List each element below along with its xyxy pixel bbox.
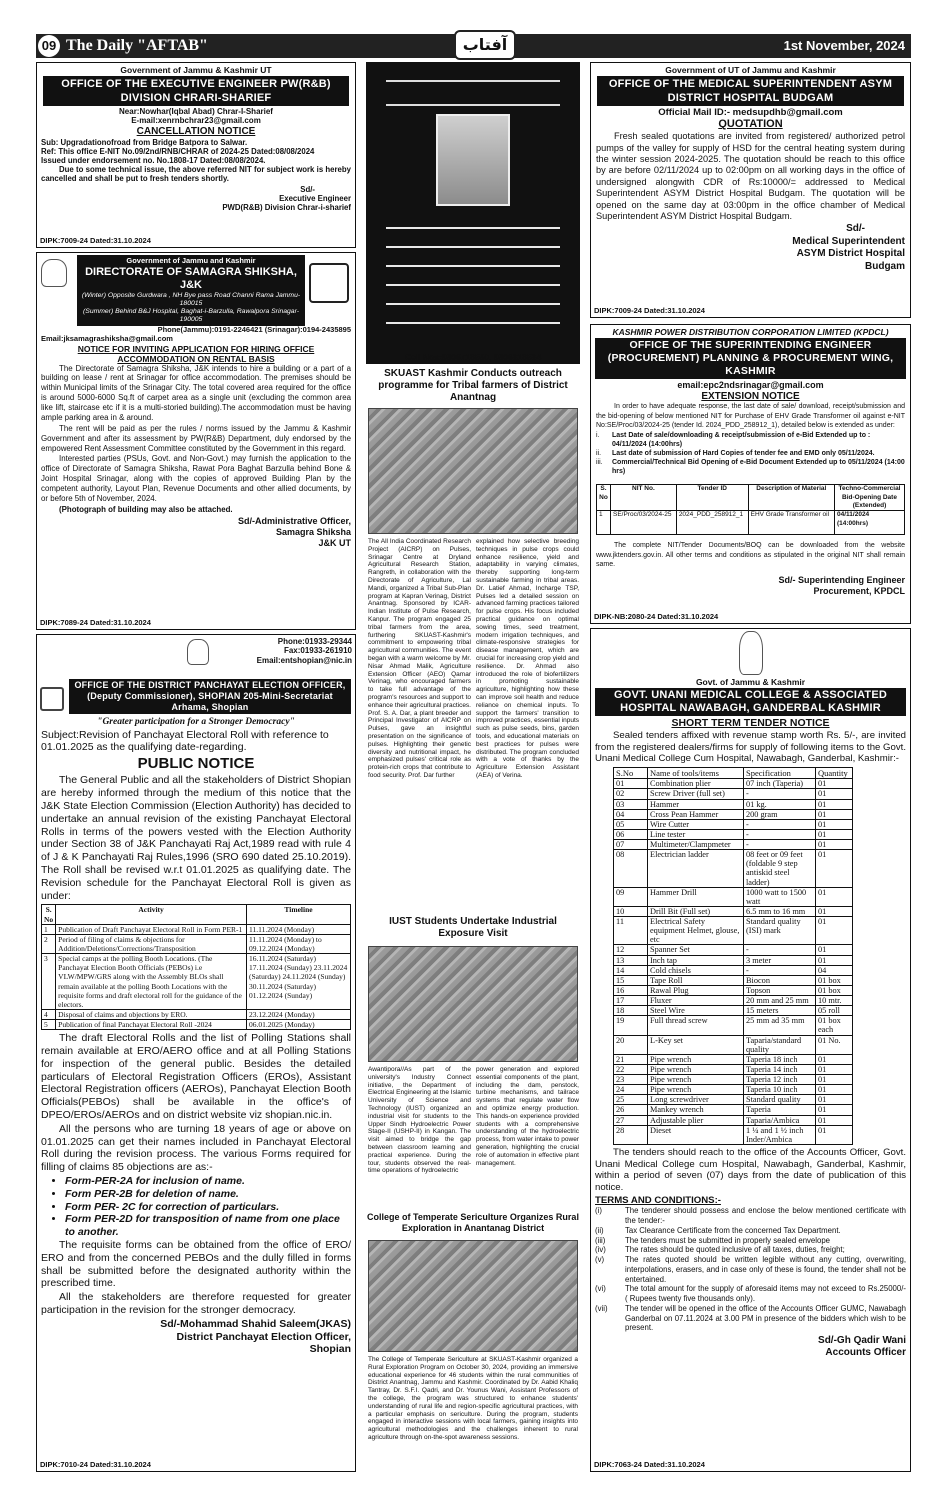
unani-intro: Sealed tenders affixed with revenue stamp worth Rs. 5/-, are invited from the registered dealers/firms for supply of following items to the Govt. Unani Medical College Cum Hospital, Nawabagh, Ganderbal, Kashmir:- xyxy=(595,729,906,765)
samagra-addr-winter: (Winter) Opposite Gurdwara , NH Bye pass Road Channi Rama Jammu-180015 xyxy=(81,291,301,307)
table-row: 19 Full thread screw 25 mm ad 35 mm 01 box each xyxy=(614,1016,853,1035)
table-row: 15 Tape Roll Biocon 01 box xyxy=(614,975,853,985)
samagra-email: Email:jksamagrashiksha@gmail.com xyxy=(41,333,173,343)
terms-list xyxy=(595,1206,906,1333)
table-row: 26 Mankey wrench Taperia 01 xyxy=(614,1105,853,1115)
page-number: 09 xyxy=(38,35,60,57)
shopian-sign2: District Panchayat Election Officer, xyxy=(176,1330,351,1343)
shopian-dipk: DIPK:7010-24 Dated:31.10.2024 xyxy=(40,1460,151,1470)
shopian-notice-heading: PUBLIC NOTICE xyxy=(137,755,255,773)
table-row: 08 Electrician ladder 08 feet or 09 feet (foldable 9 step antiskid steel ladder) 01 xyxy=(614,850,853,888)
samagra-gov: Government of Jammu and Kashmir xyxy=(126,256,256,265)
table-row: 2 Period of filing of claims & objections for Addition/Deletions/Corrections/Transposition 11.11.2024 (Monday) to 09.12.2024 (Monday) xyxy=(42,934,351,953)
shopian-email: Email:entshopian@nic.in xyxy=(256,655,352,665)
table-row: 3 Special camps at the polling Booth Locations. (The Panchayat Election Booth Officials (PEBOs) i.e VLW/MPW/GRS along with the Assembly BLOs shall remain available at the polling Booth Locations with the requisite forms and draft electoral roll for the guidance of the electors. 16.11.2024 (Saturday) 17.11.2024 (Sunday) 23.11.2024 (Saturday) 24.11.2024 (Sunday) 30.11.2024 (Saturday) 01.12.2024 (Sunday) xyxy=(42,954,351,1010)
pwd-cancellation-notice xyxy=(36,62,356,248)
shopian-p4: The requisite forms can be obtained from the office of ERO/ ERO and from the concerned PEBOs and the dully filled in forms shall be submitted before the designated authority within the prescribed time. xyxy=(41,1238,351,1290)
budgam-quotation-notice xyxy=(590,62,911,318)
table-row: 01 Combination plier 07 inch (Taperia) 01 xyxy=(614,779,853,789)
table-row: 28 Dieset 1 ¼ and 1 ½ inch Inder/Ambica 01 xyxy=(614,1125,853,1144)
list-item: (iv) The rates should be quoted inclusive of all taxes, duties, freight; xyxy=(595,1245,845,1255)
pwd-issued: Issued under endorsement no. No.1808-17 Dated:08/08/2024. xyxy=(41,156,266,166)
table-row: 17 Fluxer 20 mm and 25 mm 10 mtr. xyxy=(614,996,853,1006)
revision-schedule-table xyxy=(41,904,351,1030)
list-item: • Form PER-2B for deletion of name. xyxy=(65,1188,351,1201)
budgam-sign2: ASYM District Hospital xyxy=(796,248,905,260)
samagra-sign1: Sd/-Administrative Officer, xyxy=(237,515,351,526)
urdu-text-lines-icon xyxy=(386,217,560,337)
list-item: (i) The tenderer should possess and enclose the below mentioned certificate with the tender:- xyxy=(595,1206,906,1226)
samagra-shiksha-notice xyxy=(36,252,356,630)
samagra-notice-heading: NOTICE FOR INVITING APPLICATION FOR HIRING OFFICE ACCOMMODATION ON RENTAL BASIS xyxy=(77,343,315,364)
unani-tender-notice xyxy=(590,628,911,1472)
unani-terms-heading: TERMS AND CONDITIONS:- xyxy=(595,1194,721,1206)
budgam-sign3: Budgam xyxy=(865,260,905,272)
kpdcl-extension-notice xyxy=(590,324,911,624)
table-row: 10 Drill Bit (Full set) 6.5 mm to 16 mm 01 xyxy=(614,906,853,916)
kpdcl-dipk: DIPK-NB:2080-24 Dated:31.10.2024 xyxy=(594,612,719,622)
samagra-title: DIRECTORATE OF SAMAGRA SHIKSHA, J&K xyxy=(85,265,297,291)
emblem-icon xyxy=(187,639,209,667)
kpdcl-tender-table: S. No NIT No. Tender ID Description of Material Techno-Commercial Bid-Opening Date (Extended) 1 SE/Proc/03/2024-25 2024_PDD_258912_1 EHV Grade Transformer oil 04/11/2024 (14:00hrs) xyxy=(596,484,905,535)
table-row: 07 Multimeter/Clampmeter - 01 xyxy=(614,840,853,850)
pwd-gov: Government of Jammu & Kashmir UT xyxy=(120,65,272,75)
unani-sign2: Accounts Officer xyxy=(825,1347,906,1359)
samagra-p1: The Directorate of Samagra Shiksha, J&K intends to hire a building or a part of a building on lease / rent at Srinagar for office accommodation. The premises should be within Municipal limits of the Srinagar City. The total covered area required for the office is around 5000-6000 Sq.ft of carpet area as a single unit (excluding the common area like lift, staircase etc if it is a multi-storied building).The accommodation must be having ample parking area in & around. xyxy=(41,363,351,422)
emblem-icon xyxy=(41,259,67,289)
table-row: 4 Disposal of claims and objections by ERO. 23.12.2024 (Monday) xyxy=(42,1009,351,1019)
list-item: iii. Commercial/Technical Bid Opening of e-Bid Document Extended up to 05/11/2024 (14:00 hrs) xyxy=(596,458,905,476)
pwd-sign2: PWD(R&B) Division Chrar-i-sharief xyxy=(222,203,351,212)
table-row: 27 Adjustable plier Taparia/Ambica 01 xyxy=(614,1115,853,1125)
pwd-sd: Sd/- xyxy=(300,184,315,194)
seri-headline: College of Temperate Sericulture Organizes Rural Exploration in Anantanag District xyxy=(367,1212,579,1233)
table-row: 02 Screw Driver (full set) - 01 xyxy=(614,789,853,799)
table-row: 13 Inch tap 3 meter 01 xyxy=(614,955,853,965)
pwd-address: Near:Nowhar(Iqbal Abad) Chrar-I-Sharief xyxy=(119,107,273,117)
budgam-notice-heading: QUOTATION xyxy=(718,118,783,131)
unani-title: GOVT. UNANI MEDICAL COLLEGE & ASSOCIATED HOSPITAL NAWABAGH, GANDERBAL KASHMIR xyxy=(595,688,906,716)
kpdcl-email: email:epc2ndsrinagar@gmail.com xyxy=(677,380,824,391)
table-row: 1 SE/Proc/03/2024-25 2024_PDD_258912_1 EHV Grade Transformer oil 04/11/2024 (14:00hrs) xyxy=(597,511,905,535)
samagra-phone: Phone(Jammu):0191-2246421 (Srinagar):0194-2435895 xyxy=(157,324,351,334)
samagra-p2: The rent will be paid as per the rules / norms issued by the Jammu & Kashmir Government and after its assessment by PW(R&B) Department, duly endorsed by the empowered Rent Assessment Committee constituted by the Government in this regard. xyxy=(41,423,351,453)
kpdcl-title: OFFICE OF THE SUPERINTENDING ENGINEER (PROCUREMENT) PLANNING & PROCUREMENT WING, KASHMIR xyxy=(595,338,906,379)
pwd-title: OFFICE OF THE EXECUTIVE ENGINEER PW(R&B) DIVISION CHRARI-SHARIEF xyxy=(43,76,349,106)
table-row: 22 Pipe wrench Taperia 14 inch 01 xyxy=(614,1064,853,1074)
table-row: 06 Line tester - 01 xyxy=(614,829,853,839)
budgam-sd: Sd/- xyxy=(846,223,865,235)
samagra-p4: (Photograph of building may also be attached. xyxy=(59,504,233,514)
calligraphy-verse-icon xyxy=(386,80,560,106)
shopian-phone: Phone:01933-29344 xyxy=(277,637,352,646)
pwd-sign1: Executive Engineer xyxy=(279,193,351,203)
table-row: 1 Publication of Draft Panchayat Electoral Roll in Form PER-1 11.11.2024 (Monday) xyxy=(42,924,351,934)
shopian-title: OFFICE OF THE DISTRICT PANCHAYAT ELECTION OFFICER, (Deputy Commissioner), SHOPIAN 205-Mini-Secretariat Arhama, Shopian xyxy=(69,679,351,714)
samagra-sign3: J&K UT xyxy=(318,538,351,549)
budgam-sign1: Medical Superintendent xyxy=(792,235,905,247)
list-item: i. Last Date of sale/downloading & receipt/submission of e-Bid Extended up to : 04/11/2024 (14:00hrs) xyxy=(596,431,871,448)
table-row: 24 Pipe wrench Taperia 10 inch 01 xyxy=(614,1085,853,1095)
table-row: 11 Electrical Safety equipment Helmet, glouse, etc Standard quality (ISI) mark 01 xyxy=(614,917,853,945)
newspaper-header xyxy=(36,34,911,58)
kpdcl-notice-heading: EXTENSION NOTICE xyxy=(701,390,800,402)
table-row: 14 Cold chisels - 04 xyxy=(614,965,853,975)
iust-col-a: Awantipora//As part of the university's Industry Connect initiative, the Department of Electrical Engineering at the Islamic University of Science and Technology (IUST) organized an industrial visit for students to the Upper Sindh Hydroelectric Power Stage-II (USHP-II) in Kangan. The visit aimed to bridge the gap between classroom learning and practical experience. During the tour, students observed the real-time operations of hydroelectric xyxy=(368,1066,471,1175)
table-row: 5 Publication of final Panchayat Electoral Roll -2024 06.01.2025 (Monday) xyxy=(42,1020,351,1030)
samagra-logo-icon xyxy=(309,263,349,303)
table-row: 20 L-Key set Taparia/standard quality 01 No. xyxy=(614,1035,853,1054)
shopian-sign3: Shopian xyxy=(309,1343,351,1356)
iust-col-b: power generation and explored essential components of the plant, including the dam, penstock, turbine mechanisms, and tailrace systems that regulate water flow and optimize energy production. This hands-on experience provided students with a comprehensive understanding of the hydroelectric process, from water intake to power generation, highlighting the crucial role of automation in effective plant management. xyxy=(476,1066,579,1167)
iust-photo xyxy=(368,946,578,1062)
shopian-p5: All the stakeholders are therefore requested for greater participation in the revision for the stronger democracy. xyxy=(41,1291,351,1316)
forms-list xyxy=(55,1175,351,1239)
table-row: 04 Cross Pean Hammer 200 gram 01 xyxy=(614,809,853,819)
iust-headline: IUST Students Undertake Industrial Exposure Visit xyxy=(389,916,557,939)
issue-date: 1st November, 2024 xyxy=(783,38,905,53)
pwd-dipk: DIPK:7009-24 Dated:31.10.2024 xyxy=(40,236,151,246)
th-sno: S. No xyxy=(42,905,56,924)
shopian-tagline: "Greater participation for a Stronger Democracy" xyxy=(97,717,295,728)
list-item: (iii) The tenders must be submitted in properly sealed envelope xyxy=(595,1235,831,1245)
pwd-notice-heading: CANCELLATION NOTICE xyxy=(136,125,256,137)
table-row: 16 Rawal Plug Topson 01 box xyxy=(614,985,853,995)
shopian-fax: Fax:01933-261910 xyxy=(283,646,352,656)
table-row: 05 Wire Cutter - 01 xyxy=(614,819,853,829)
unani-dipk: DIPK:7063-24 Dated:31.10.2024 xyxy=(594,1460,705,1470)
kpdcl-foot: The complete NIT/Tender Documents/BOQ can be downloaded from the website www.jktenders.gov.in. All other terms and conditions as stipulated in the original NIT shall remain same. xyxy=(596,542,905,568)
skuast-photo xyxy=(368,408,578,534)
shopian-p3: All the persons who are turning 18 years of age or above on 01.01.2025 can get their names included in Panchayat Electoral Roll during the revision process. The various Forms required for filling of claims 85 objections are as:- xyxy=(41,1122,351,1174)
table-row: 03 Hammer 01 kg. 01 xyxy=(614,799,853,809)
shopian-p1: The General Public and all the stakeholders of District Shopian are hereby informed through the medium of this notice that the J&K State Election Commission (Election Authority) has decided to undertake an annual revision of the existing Panchayat Electoral Rolls in terms of the powers vested with the Election Authority under Section 38 of J&K Panchayati Raj Act,1989 read with rule 4 of J & K Panchayati Raj Rules,1996 (SRO 690 dated 25.10.2019). The Roll shall be revised w.r.t 01.01.2025 as qualifying date. The Revision schedule for the Panchayat Electoral Roll is given as under: xyxy=(41,774,351,902)
shopian-p2: The draft Electoral Rolls and the list of Polling Stations shall remain available at ERO/AERO office and at all Polling Stations for inspection of the general public. Besides the detailed particulars of Electoral Registration Officers (EROs), Assistant Electoral Registration officers (AEROs), Panchayat Election Booth Officials(PEBOs) shall be available in the office's of DPEO/EROs/AEROs and on district website viz shopian.nic.in. xyxy=(41,1032,351,1121)
budgam-body: Fresh sealed quotations are invited from registered/ authorized petrol pumps of the valley for supply of HSD for the central heating system during the winter session 2024-2025. The quotation should be reach to this office by are before 02/11/2024 up to 02:00pm on all working days in the office of undersigned alongwith CDR of Rs:10000/= addressed to Medical Superintendent ASYM District Hospital Budgam. The quotation will be opened on the same day at 03:00pm in the office chamber of Medical Superintendent ASYM District Hospital Budgam. xyxy=(596,131,905,222)
budgam-gov: Government of UT of Jammu and Kashmir xyxy=(665,65,836,75)
table-row: 12 Spanner Set - 01 xyxy=(614,945,853,955)
seri-body: The College of Temperate Sericulture at SKUAST-Kashmir organized a Rural Exploration Program on October 30, 2024, providing an immersive educational experience for 46 students within the rural communities of District Anantnag, Jammu and Kashmir. Coordinated by Dr. Aabid Khaliq Tantray, Dr. S.F.I. Qadri, and Dr. Younus Wani, Assistant Professors of the college, the program was structured to enhance students' understanding of rural life and region-specific agricultural practices, with a particular emphasis on sericulture. During the program, students engaged in interactive sessions with local farmers, gaining insights into agricultural methodologies and the challenges inherent to rural agriculture through on-the-spot awareness sessions. xyxy=(368,1356,578,1441)
table-row: 18 Steel Wire 15 meters 05 roll xyxy=(614,1006,853,1016)
kpdcl-sign1: Sd/- Superintending Engineer xyxy=(778,574,905,585)
masthead-logo: آفتاب xyxy=(454,30,516,60)
unani-sign1: Sd/-Gh Qadir Wani xyxy=(818,1334,906,1346)
th-timeline: Timeline xyxy=(247,905,351,924)
emblem-icon xyxy=(591,631,910,677)
table-row: 09 Hammer Drill 1000 watt to 1500 watt 01 xyxy=(614,887,853,906)
budgam-title: OFFICE OF THE MEDICAL SUPERINTENDENT ASYM DISTRICT HOSPITAL BUDGAM xyxy=(597,76,904,106)
table-row: 23 Pipe wrench Taperia 12 inch 01 xyxy=(614,1075,853,1085)
table-row: 25 Long screwdriver Standard quality 01 xyxy=(614,1095,853,1105)
unani-notice-heading: SHORT TERM TENDER NOTICE xyxy=(671,717,830,730)
list-item: • Form PER-2D for transposition of name from one place to another. xyxy=(65,1213,351,1239)
th-activity: Activity xyxy=(56,905,247,924)
list-item: (vii) The tender will be opened in the office of the Accounts Officer GUMC, Nawabagh Ganderbal on 07.11.2024 at 3.00 PM in presence of the bidders which wish to be present. xyxy=(595,1303,906,1333)
samagra-sign2: Samagra Shiksha xyxy=(275,526,351,537)
list-item: • Form PER- 2C for correction of particulars. xyxy=(65,1201,351,1214)
skuast-col-b: explained how selective breeding techniques in pulse crops could enhance resilience, yield and adaptability in varying climates, thereby supporting long-term sustainable farming in tribal areas. Dr. Latief Ahmad, Incharge TSP, Pulses led a detailed session on advanced farming practices tailored for pulse crops. His focus included practical guidance on optimal sowing times, seed treatment, modern irrigation techniques, and climate-responsive strategies for disease management, which are crucial for increasing crop yield and resilience. Dr. Ahmad also introduced the role of biofertilizers in promoting sustainable agriculture, highlighting how these can improve soil health and reduce reliance on chemical inputs. To support the farmers' transition to improved practices, essential inputs such as pulse seeds, bins, garden tools, and educational materials on best practices for pulses were distributed. The program concluded with a vote of thanks by the Agriculture Extension Assistant (AEA) of Verina. xyxy=(476,538,579,779)
shopian-sign1: Sd/-Mohammad Shahid Saleem(JKAS) xyxy=(160,1317,351,1330)
budgam-dipk: DIPK:7009-24 Dated:31.10.2024 xyxy=(594,306,705,316)
list-item: ii. Last date of submission of Hard Copies of tender fee and EMD only 05/11/2024. xyxy=(596,449,875,457)
table-row: 21 Pipe wrench Taperia 18 inch 01 xyxy=(614,1054,853,1064)
kpdcl-org: KASHMIR POWER DISTRIBUTION CORPORATION LIMITED (KPDCL) xyxy=(612,327,889,337)
pwd-ref: Ref: This office E-NIT No.09/2nd/RNB/CHRAR of 2024-25 Dated:08/08/2024 xyxy=(41,146,315,156)
kpdcl-intro: In order to have adequate response, the last date of sale/ download, receipt/submission and the bid-opening of below mentioned NIT for Purchase of EHV Grade Transformer oil against e-NIT No:SE/Proc/03/2024-25 (tender Id. 2024_PDD_258912_1), detailed below is extended as under: xyxy=(596,403,905,429)
shopian-subject: Subject:Revision of Panchayat Electoral Roll with reference to 01.01.2025 as the qualifying date-regarding. xyxy=(41,728,329,754)
pwd-email: E-mail:xenrnbchrar23@gmail.com xyxy=(131,116,261,126)
list-item: (vi) The total amount for the supply of aforesaid items may not exceed to Rs.25000/- ( Rupees twenty five thousands only). xyxy=(595,1284,906,1304)
portrait-photo xyxy=(436,114,510,206)
obituary-phone: Cell Nos:9906718590, 9906818584 xyxy=(404,352,542,362)
pwd-body: Due to some technical issue, the above referred NIT for subject work is hereby cancelled and shall be put to fresh tenders shortly. xyxy=(41,165,351,184)
unani-p2: The tenders should reach to the office of the Accounts Officer, Govt. Unani Medical College cum Hospital, Nawabagh, Ganderbal, Kashmir, within a period of seven (07) days from the date of publication of this notice. xyxy=(595,1146,906,1194)
skuast-headline: SKUAST Kashmir Conducts outreach programme for Tribal farmers of District Anantnag xyxy=(378,368,568,403)
shopian-public-notice xyxy=(36,634,356,1472)
tools-items-table: S.No Name of tools/items Specification Quantity 01 Combination plier 07 inch (Taperia) 01 02 Screw Driver (full set) - 01 03 Hammer 01 kg. 01 04 Cross Pean Hammer 200 gram 01 05 Wire Cutter - 01 06 Line tester - 01 07 Multimeter/Clampmeter - 01 08 Electrician ladder 08 feet or 09 feet (foldable 9 step antiskid steel ladder) 01 09 Hammer Drill 1000 watt to 1500 watt 01 10 Drill Bit (Full set) 6.5 mm to 16 mm 01 11 Electrical Safety equipment Helmet, glouse, etc Standard quality (ISI) mark 01 12 Spanner Set - 01 13 Inch tap 3 meter 01 14 Cold chisels - 04 15 Tape Roll Biocon 01 box 16 Rawal Plug Topson 01 box 17 Fluxer 20 mm and 25 mm 10 mtr. 18 Steel Wire 15 meters 05 roll 19 Full thread screw 25 mm ad 35 mm 01 box each 20 L-Key set Taparia/standard quality 01 No. 21 Pipe wrench Taperia 18 inch 01 22 Pipe wrench Taperia 14 inch 01 23 Pipe wrench Taperia 12 inch 01 24 Pipe wrench Taperia 10 inch 01 25 Long screwdriver Standard quality 01 26 Mankey wrench Taperia 01 27 Adjustable plier Taparia/Ambica 01 28 Dieset 1 ¼ and 1 ½ inch Inder/Ambica 01 xyxy=(613,767,853,1145)
samagra-addr-summer: (Summer) Behind B&J Hospital, Baghat-i-Barzulla, Rawalpora Srinagar-190005 xyxy=(83,307,299,323)
unani-gov: Govt. of Jammu & Kashmir xyxy=(695,677,806,688)
kpdcl-sign2: Procurement, KPDCL xyxy=(813,586,905,597)
obituary-box xyxy=(366,62,580,364)
newspaper-name: The Daily "AFTAB" xyxy=(66,37,208,54)
list-item: (v) The rates quoted should be written legible without any cutting, overwriting, interpolations, erasers, and in case only of these is found, the tender shall not be entertained. xyxy=(595,1255,906,1284)
budgam-mail: Official Mail ID:- medsupdhb@gmail.com xyxy=(658,107,843,119)
samagra-p3: Interested parties (PSUs, Govt. and Non-Govt.) may furnish the application to the office of Directorate of Samagra Shiksha, Rawat Pora Baghat Barzulla behind Bone & Joint Hospital Srinagar, along with the copies of approved Building Plan by the competent authority, Layout Plan, Revenue Documents and other allied documents, by or before 5th of November, 2024. xyxy=(41,454,351,503)
list-item: (ii) Tax Clearance Certificate from the concerned Tax Department. xyxy=(595,1225,841,1235)
list-item: • Form-PER-2A for inclusion of name. xyxy=(65,1175,351,1188)
election-logo-icon xyxy=(40,687,64,711)
skuast-col-a: The All India Coordinated Research Project (AICRP) on Pulses, Srinagar Centre at Dryland Agricultural Research Station, Rangreth, in collaboration with the Directorate of Agriculture, Lal Mandi, organized a Tribal Sub-Plan program at Kapran Verinag, District Anantnag. Sponsored by ICAR- Indian Institute of Pulse Research, Kanpur. The program engaged 25 tribal farmers from the area, furthering SKUAST-Kashmir's commitment to empowering tribal agricultural communities. The event began with a warm welcome by Mr. Nisar Ahmad Malik, Agriculture Extension Officer (AEO) Qamar Verinag, who encouraged farmers to take full advantage of the program's resources and support to enhance their agricultural practices. Prof. S. A. Dar, a plant breeder and Principal Investigator of AICRP on Pulses, gave an insightful presentation on the significance of pulses. Highlighting their genetic diversity and nutritional impact, he emphasized pulses' critical role as protein-rich crops that contribute to food security. Prof. Dar further xyxy=(368,538,471,779)
pwd-subject: Sub: Upgradationofroad from Bridge Batpora to Salwar. xyxy=(41,137,248,147)
seri-photo xyxy=(368,1240,578,1352)
samagra-dipk: DIPK:7089-24 Dated:31.10.2024 xyxy=(40,618,151,628)
